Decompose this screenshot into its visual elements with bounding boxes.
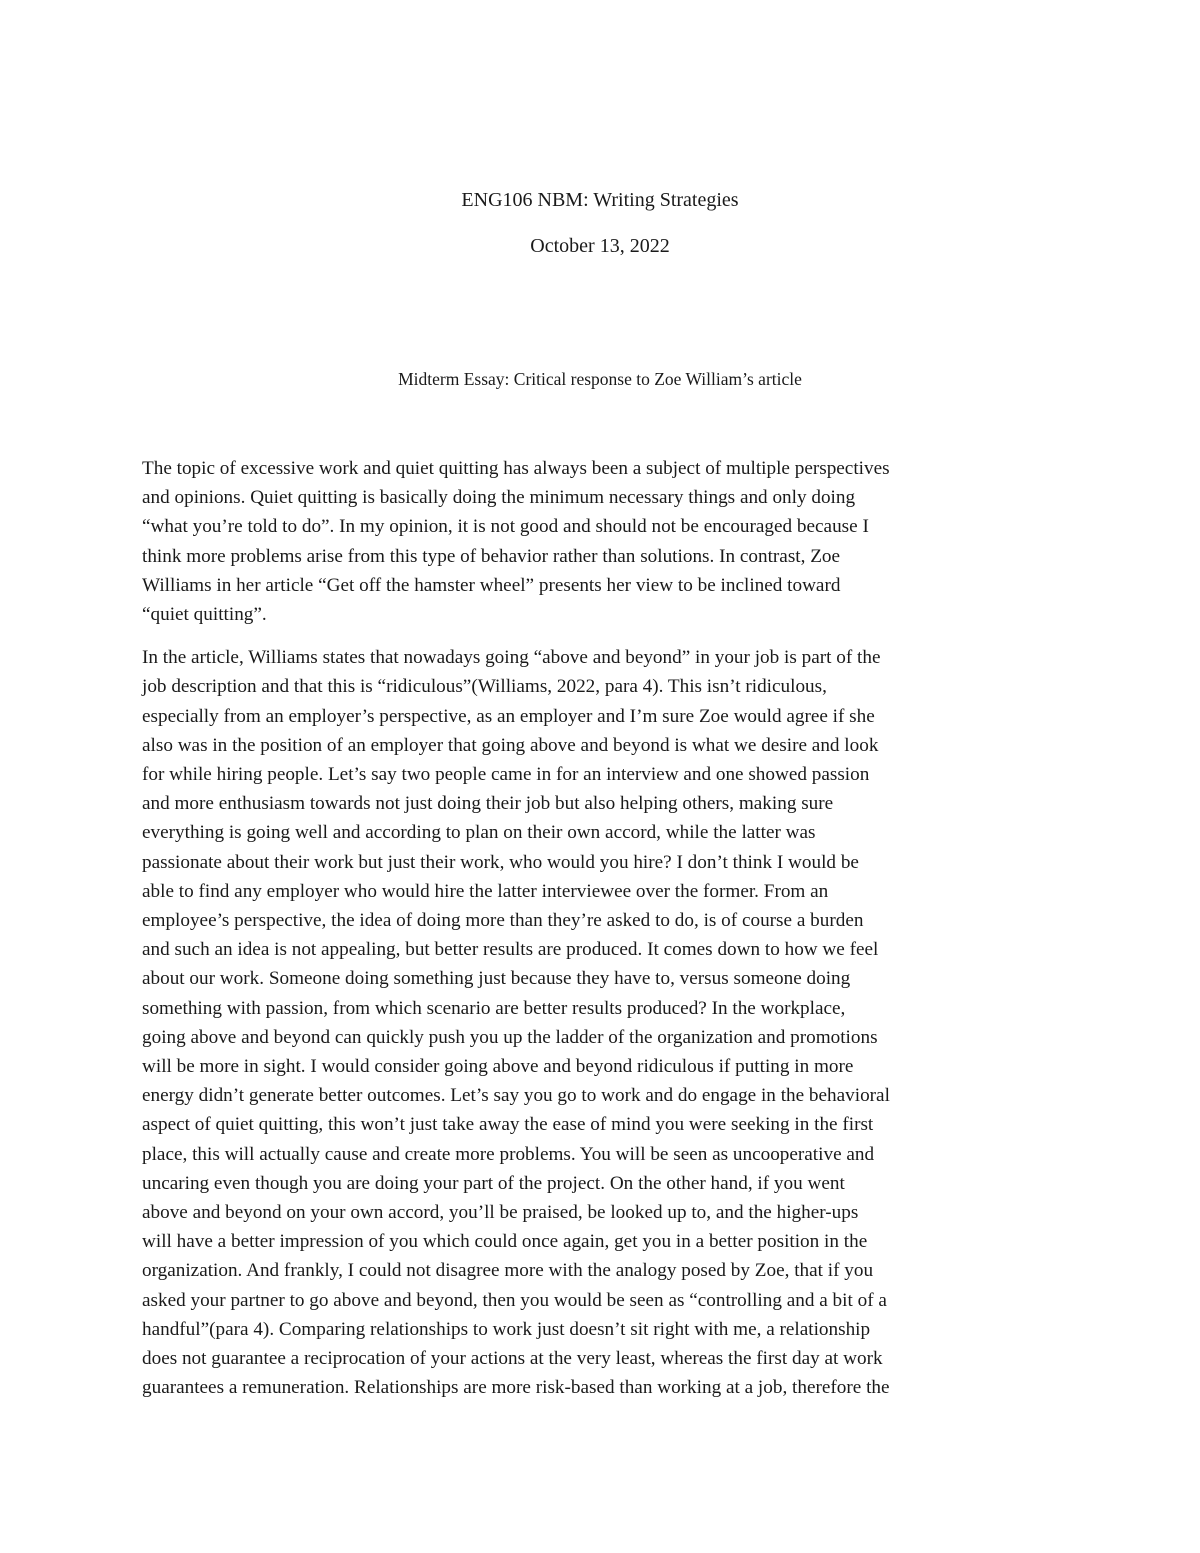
text-line: will be more in sight. I would consider going above and beyond ridiculous if putting in more bbox=[142, 1056, 854, 1078]
essay-body bbox=[142, 454, 1064, 1417]
text-line: going above and beyond can quickly push you up the ladder of the organization and promotions bbox=[142, 1026, 878, 1048]
text-line: everything is going well and according to plan on their own accord, while the latter was bbox=[142, 822, 816, 844]
text-line: organization. And frankly, I could not disagree more with the analogy posed by Zoe, that if you bbox=[142, 1260, 874, 1282]
course-title: ENG106 NBM: Writing Strategies bbox=[461, 189, 739, 211]
text-line: “quiet quitting”. bbox=[142, 604, 267, 626]
text-line: and opinions. Quiet quitting is basically doing the minimum necessary things and only doing bbox=[142, 487, 856, 509]
text-line: passionate about their work but just their work, who would you hire? I don’t think I would be bbox=[142, 851, 859, 873]
text-line: employee’s perspective, the idea of doing more than they’re asked to do, is of course a burden bbox=[142, 910, 864, 932]
text-line: also was in the position of an employer that going above and beyond is what we desire and look bbox=[142, 734, 879, 756]
essay-title: Midterm Essay: Critical response to Zoe William’s article bbox=[398, 369, 802, 389]
text-line: for while hiring people. Let’s say two people came in for an interview and one showed passion bbox=[142, 764, 870, 786]
text-line: place, this will actually cause and create more problems. You will be seen as uncooperative and bbox=[142, 1143, 875, 1165]
text-line: and more enthusiasm towards not just doing their job but also helping others, making sure bbox=[142, 793, 834, 815]
text-line: aspect of quiet quitting, this won’t just take away the ease of mind you were seeking in the first bbox=[142, 1114, 874, 1136]
text-line: guarantees a remuneration. Relationships are more risk-based than working at a job, therefore the bbox=[142, 1377, 890, 1399]
paragraph bbox=[142, 643, 1064, 1402]
text-line: Williams in her article “Get off the hamster wheel” presents her view to be inclined toward bbox=[142, 574, 841, 596]
text-line: The topic of excessive work and quiet quitting has always been a subject of multiple perspectives bbox=[142, 458, 890, 479]
text-line: job description and that this is “ridiculous”(Williams, 2022, para 4). This isn’t ridiculous, bbox=[142, 676, 827, 698]
text-line: about our work. Someone doing something just because they have to, versus someone doing bbox=[142, 968, 851, 990]
text-line: especially from an employer’s perspective, as an employer and I’m sure Zoe would agree if she bbox=[142, 705, 875, 727]
paragraph bbox=[142, 454, 1064, 629]
essay-date: October 13, 2022 bbox=[530, 235, 670, 257]
text-line: does not guarantee a reciprocation of your actions at the very least, whereas the first day at work bbox=[142, 1348, 883, 1370]
text-line: asked your partner to go above and beyond, then you would be seen as “controlling and a bit of a bbox=[142, 1289, 887, 1311]
text-line: above and beyond on your own accord, you’ll be praised, be looked up to, and the higher-ups bbox=[142, 1202, 859, 1224]
text-line: handful”(para 4). Comparing relationships to work just doesn’t sit right with me, a relationship bbox=[142, 1318, 871, 1340]
text-line: something with passion, from which scenario are better results produced? In the workplace, bbox=[142, 997, 846, 1019]
text-line: In the article, Williams states that nowadays going “above and beyond” in your job is part of the bbox=[142, 647, 881, 669]
text-line: uncaring even though you are doing your part of the project. On the other hand, if you went bbox=[142, 1172, 845, 1194]
text-line: and such an idea is not appealing, but better results are produced. It comes down to how we feel bbox=[142, 939, 879, 961]
text-line: “what you’re told to do”. In my opinion, it is not good and should not be encouraged because I bbox=[142, 516, 869, 538]
text-line: will have a better impression of you which could once again, get you in a better position in the bbox=[142, 1231, 868, 1253]
text-line: think more problems arise from this type of behavior rather than solutions. In contrast, Zoe bbox=[142, 545, 841, 567]
text-line: able to find any employer who would hire the latter interviewee over the former. From an bbox=[142, 880, 829, 902]
text-line: energy didn’t generate better outcomes. Let’s say you go to work and do engage in the behavioral bbox=[142, 1085, 890, 1107]
